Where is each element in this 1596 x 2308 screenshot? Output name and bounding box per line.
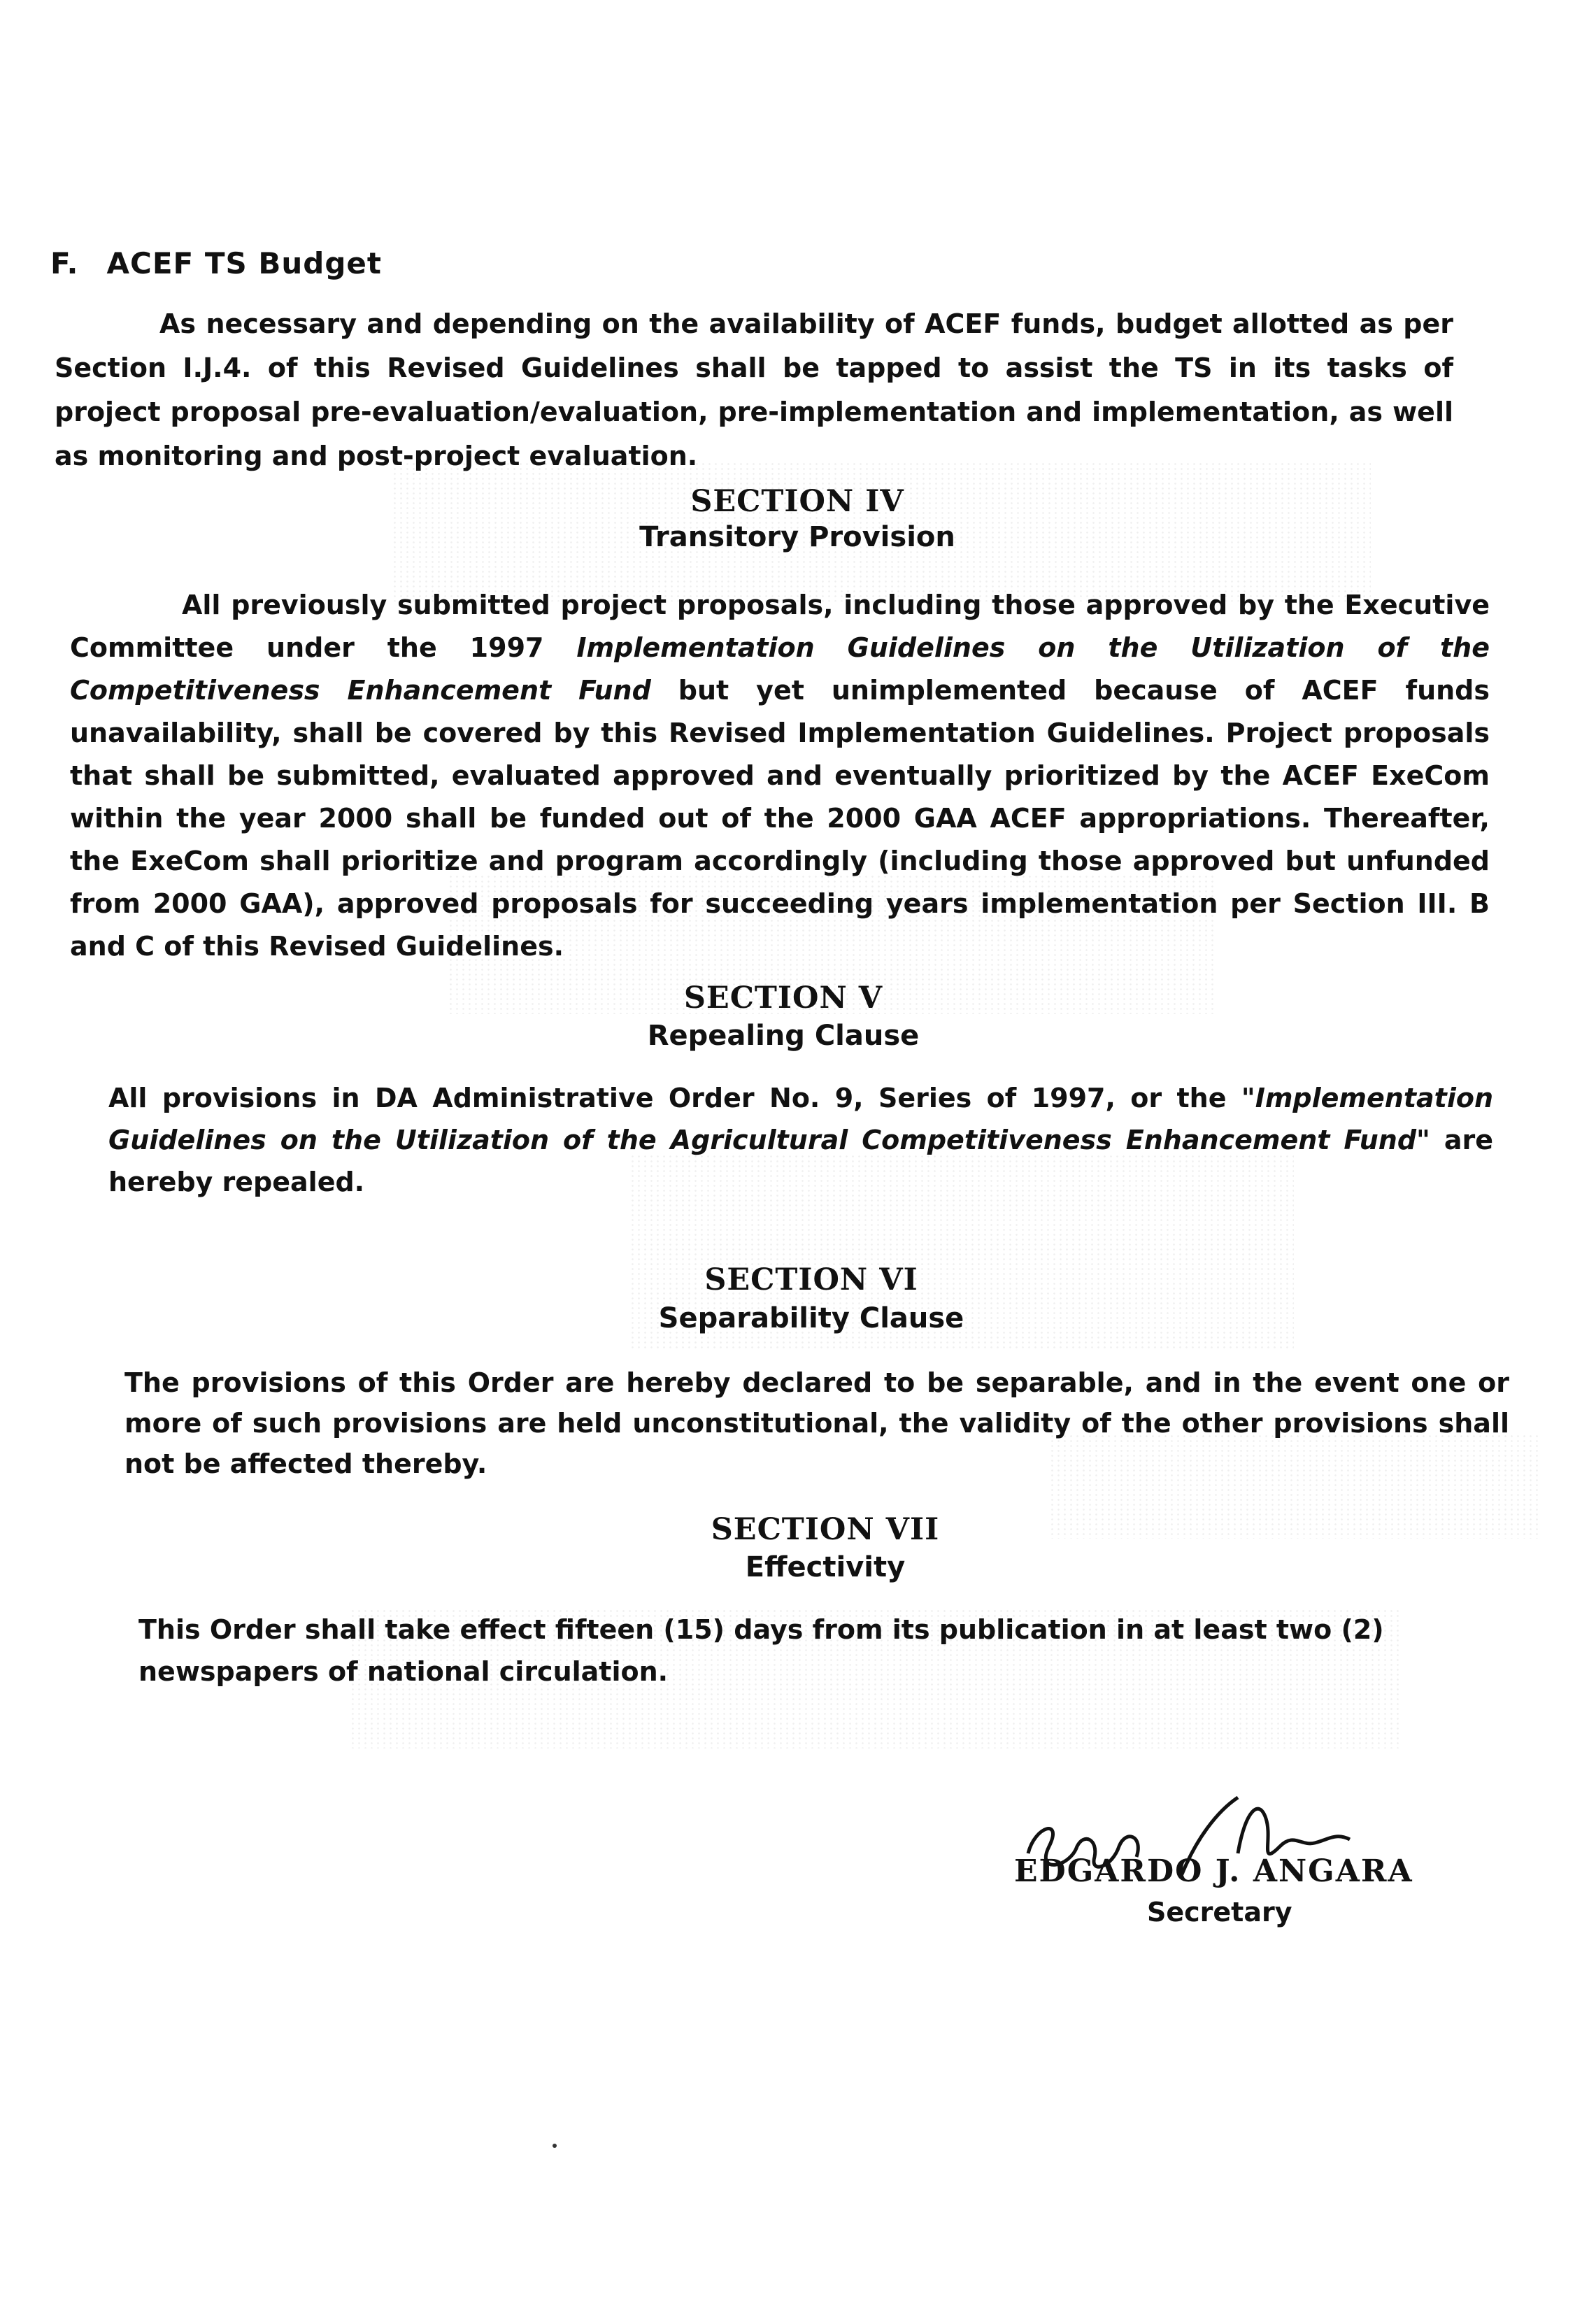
- section-v-title: SECTION V: [683, 981, 883, 1016]
- section-iv-text-2: but yet unimplemented because of ACEF funds unavailability, shall be covered by this Revised Implementation Guidelines. Project proposals that shall be submitted, evaluated approved and eventually prioritized by the ACEF ExeCom within the year 2000 shall be funded out of the 2000 GAA ACEF appropriations. Thereafter, the ExeCom shall prioritize and program accordingly (including those approved but unfunded from 2000 GAA), approved proposals for succeeding years implementation per Section III. B and C of this Revised Guidelines.: [70, 675, 1490, 962]
- section-vi-title: SECTION VI: [704, 1262, 918, 1297]
- scan-mark: [553, 2144, 557, 2148]
- section-f-text: As necessary and depending on the availability of ACEF funds, budget allotted as per Section I.J.4. of this Revised Guidelines shall be tapped to assist the TS in its tasks of project proposal pre-evaluation/evaluation, pre-implementation and implementation, as well as monitoring and post-project evaluation.: [55, 308, 1453, 471]
- section-v-subtitle: Repealing Clause: [647, 1020, 920, 1052]
- section-vi-body: [124, 1362, 1509, 1484]
- section-iv-subtitle: Transitory Provision: [639, 521, 955, 553]
- section-v-text-italic: "Implementation Guidelines on the Utilization of the Agricultural Competitiveness Enhancement Fund": [108, 1083, 1493, 1155]
- section-f-title: ACEF TS Budget: [106, 246, 382, 280]
- section-f-letter: F.: [50, 246, 79, 280]
- section-v-text-2: are hereby repealed.: [108, 1125, 1494, 1197]
- section-vii-subtitle: Effectivity: [745, 1551, 906, 1583]
- section-vii-body: [138, 1609, 1530, 1693]
- signatory-title: Secretary: [1147, 1897, 1292, 1928]
- section-iv-title: SECTION IV: [690, 484, 904, 519]
- signature-stroke: [1238, 1809, 1350, 1853]
- section-iv-text-1: All previously submitted project proposals, including those approved by the Executive Committee under the 1997: [70, 590, 1490, 663]
- signatory-name: EDGARDO J. ANGARA: [1014, 1853, 1413, 1889]
- section-vi-subtitle: Separability Clause: [658, 1302, 964, 1334]
- section-vii-title: SECTION VII: [711, 1512, 940, 1547]
- section-f-body: [55, 302, 1453, 478]
- section-f-heading: [50, 246, 382, 280]
- section-iv-text-italic: Implementation Guidelines on the Utilization of the Competitiveness Enhancement Fund: [70, 632, 1490, 706]
- section-vi-text: The provisions of this Order are hereby declared to be separable, and in the event one or more of such provisions are held unconstitutional, the validity of the other provisions shall not be affected thereby.: [124, 1367, 1509, 1479]
- section-v-text-1: All provisions in DA Administrative Order No. 9, Series of 1997, or the: [108, 1083, 1241, 1113]
- section-iv-body: [70, 584, 1490, 968]
- section-vii-text: This Order shall take effect fifteen (15) days from its publication in at least two (2) newspapers of national circulation.: [138, 1614, 1384, 1687]
- section-v-body: [108, 1077, 1493, 1203]
